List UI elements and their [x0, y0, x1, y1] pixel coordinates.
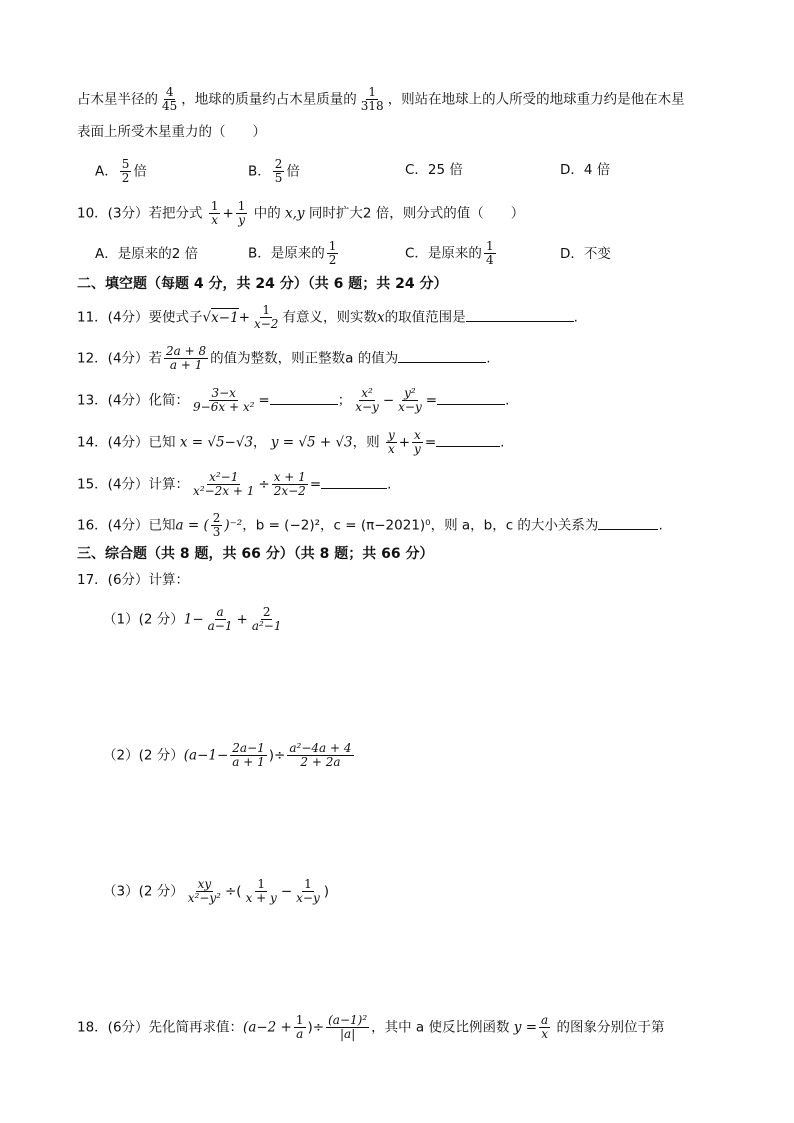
answer-blank[interactable] [437, 390, 505, 405]
q17-heading: 17．(6分）计算： [77, 572, 190, 588]
answer-blank[interactable] [598, 515, 658, 530]
answer-blank[interactable] [436, 432, 500, 447]
fraction: $\frac{1}{318}$ [360, 85, 384, 113]
fraction: $\frac{2a + 8}{a + 1}$ [166, 344, 207, 372]
answer-blank[interactable] [270, 390, 338, 405]
fraction: $\frac{\text{(a−1)²}}{|a|}$ [328, 1013, 368, 1041]
answer-blank[interactable] [321, 474, 387, 489]
q9-option-a[interactable]: A． $\frac{5}{2}$ 倍 [95, 157, 147, 185]
fraction: $\frac{1}{x-2}$ [253, 303, 279, 331]
fraction: $\frac{1}{2}$ [328, 239, 337, 267]
q10-option-d[interactable]: D．不变 [560, 246, 611, 262]
fraction: $\frac{2}{3}$ [212, 511, 221, 539]
fraction: $\frac{1}{a}$ [295, 1013, 304, 1041]
fraction: $\frac{1}{x}$ [210, 199, 219, 227]
q17-part1: （1）(2 分）1− $\frac{a}{a-1}$ + $\frac{2}{\text{a²−1}}$ [103, 605, 282, 633]
fraction: $\frac{x + 1}{2x-2}$ [273, 470, 306, 498]
q14-line: 14．(4分）已知 x = √5−√3， y = √5 + √3，则 $\frac{y}{x}$ + $\frac{x}{y}$ = . [77, 428, 505, 456]
fraction: $\frac{2}{5}$ [274, 157, 283, 185]
fraction: $\frac{\text{y²}}{x-y}$ [398, 386, 422, 414]
q16-line: 16．(4分）已知a = ( $\frac{2}{3}$ )⁻²，b = (−2)²，c = (π−2021)⁰，则 a，b，c 的大小关系为 . [77, 511, 663, 539]
fraction: $\frac{x}{y}$ [414, 428, 421, 456]
q9-option-d[interactable]: D．4 倍 [560, 162, 611, 178]
q10-option-a[interactable]: A．是原来的2 倍 [95, 246, 199, 262]
fraction: $\frac{a}{x}$ [541, 1013, 549, 1041]
q9-line2: 表面上所受木星重力的（ ） [77, 124, 266, 140]
q17-part2: （2）(2 分）(a−1− $\frac{2a-1}{a + 1}$ )÷ $\frac{\text{a²−4a + 4}}{2 + 2a}$ [103, 741, 352, 769]
fraction: $\frac{3-x}{\text{9−6x + x²}}$ [193, 386, 255, 414]
q18-line: 18．(6分）先化简再求值：(a−2 + $\frac{1}{a}$ )÷ $\frac{\text{(a−1)²}}{|a|}$ ，其中 a 使反比例函数 y = $\frac{a}{x}$ 的图象分别位于第 [77, 1013, 665, 1041]
fraction: $\frac{y}{x}$ [387, 428, 395, 456]
fraction: $\frac{a}{a-1}$ [207, 605, 233, 633]
sqrt-sign: √ [202, 309, 212, 326]
q10-option-b[interactable]: B．是原来的 $\frac{1}{2}$ [248, 239, 337, 267]
fraction: $\frac{\text{a²−4a + 4}}{2 + 2a}$ [289, 741, 352, 769]
fraction: $\frac{1}{x-y}$ [296, 877, 320, 905]
q17-part3: （3）(2 分） $\frac{xy}{\text{x²−y²}}$ ÷( $\frac{1}{x + y}$ − $\frac{1}{x-y}$ ) [103, 877, 330, 905]
q10-option-c[interactable]: C．是原来的 $\frac{1}{4}$ [405, 239, 494, 267]
answer-blank[interactable] [398, 348, 486, 363]
q9-option-b[interactable]: B． $\frac{2}{5}$ 倍 [248, 157, 300, 185]
fraction: $\frac{4}{45}$ [162, 85, 178, 113]
q9-line1: 占木星半径的 $\frac{4}{45}$ ，地球的质量约占木星质量的 $\frac{1}{318}$ ，则站在地球上的人所受的地球重力约是他在木星 [77, 85, 685, 113]
q11-line: 11．(4分）要使式子√x−1+ $\frac{1}{x-2}$ 有意义，则实数x的取值范围是 . [77, 303, 578, 331]
q13-line: 13．(4分）化简： $\frac{3-x}{\text{9−6x + x²}}$ = ； $\frac{\text{x²}}{x-y}$ − $\frac{\text{y²}}{x-y}$ = . [77, 386, 510, 414]
fraction: $\frac{1}{x + y}$ [245, 877, 277, 905]
fraction: $\frac{2}{\text{a²−1}}$ [251, 605, 282, 633]
section-comprehensive-heading: 三、综合题（共 8 题，共 66 分）（共 8 题；共 66 分） [77, 546, 434, 562]
fraction: $\frac{5}{2}$ [121, 157, 130, 185]
section-fill-in-heading: 二、填空题（每题 4 分，共 24 分）（共 6 题；共 24 分） [77, 276, 448, 292]
fraction: $\frac{\text{x²−1}}{\text{x²−2x + 1}}$ [193, 470, 255, 498]
fraction: $\frac{xy}{\text{x²−y²}}$ [187, 877, 221, 905]
fraction: $\frac{2a-1}{a + 1}$ [232, 741, 265, 769]
fraction: $\frac{1}{y}$ [237, 199, 246, 227]
q12-line: 12．(4分）若 $\frac{2a + 8}{a + 1}$ 的值为整数，则正整数a 的值为 . [77, 344, 491, 372]
q15-line: 15．(4分）计算： $\frac{\text{x²−1}}{\text{x²−2x + 1}}$ ÷ $\frac{x + 1}{2x-2}$ = . [77, 470, 392, 498]
fraction: $\frac{\text{x²}}{x-y}$ [355, 386, 379, 414]
fraction: $\frac{1}{4}$ [485, 239, 494, 267]
answer-blank[interactable] [466, 307, 574, 322]
q9-option-c[interactable]: C．25 倍 [405, 162, 463, 178]
q10-line: 10．(3分）若把分式 $\frac{1}{x}$ + $\frac{1}{y}$ 中的 x,y 同时扩大2 倍，则分式的值（ ） [77, 199, 525, 227]
